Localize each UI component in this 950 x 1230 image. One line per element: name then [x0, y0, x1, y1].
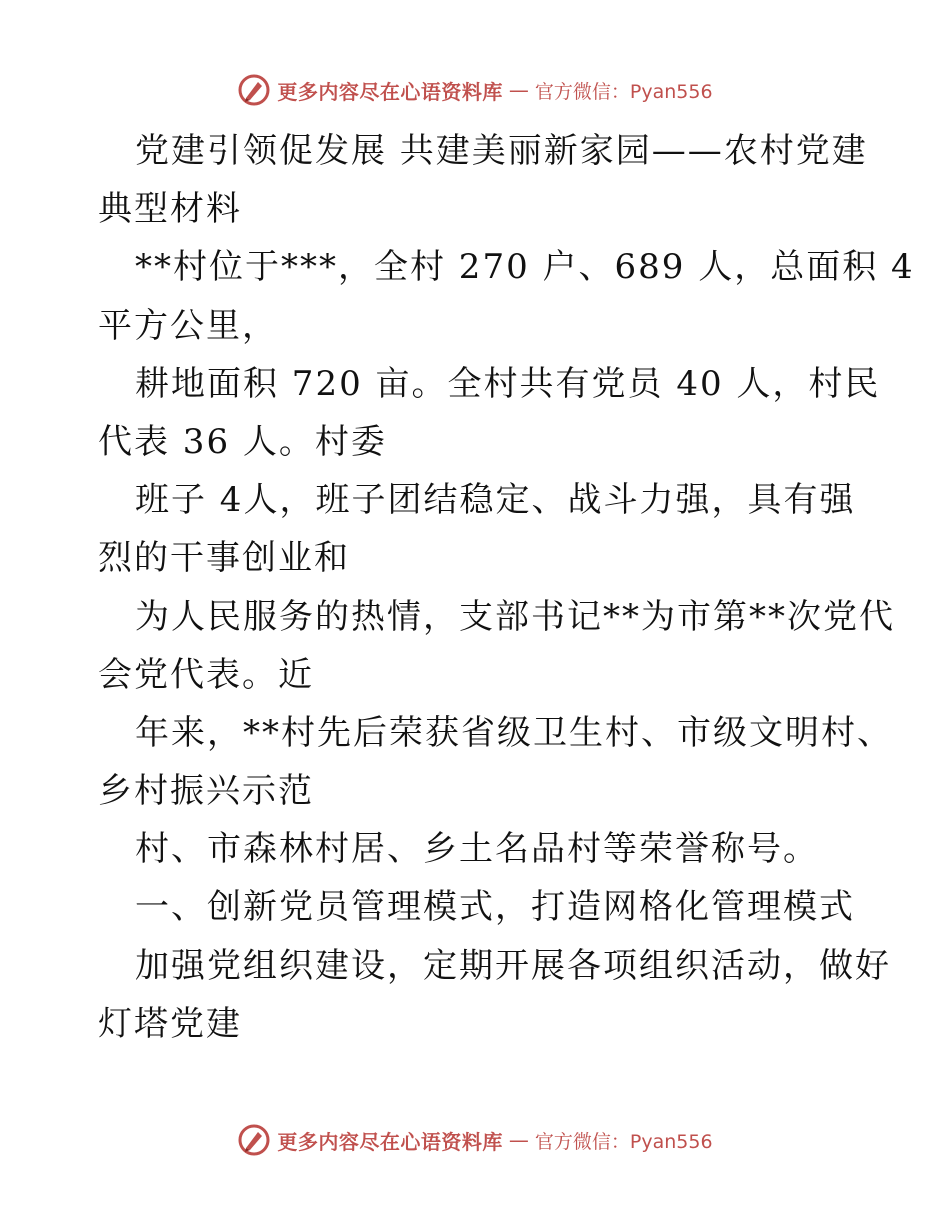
text-line: 为人民服务的热情，支部书记**为市第**次党代	[135, 596, 895, 637]
text-line: 耕地面积 720 亩。全村共有党员 40 人，村民	[135, 363, 881, 404]
text-line: **村位于***，全村 270 户、689 人，总面积 4	[135, 247, 915, 288]
text-line: 年来，**村先后荣获省级卫生村、市级文明村、	[135, 712, 893, 753]
text-line: 加强党组织建设，定期开展各项组织活动，做好	[135, 945, 891, 986]
header-brand-text: 更多内容尽在心语资料库	[277, 79, 503, 104]
pen-logo-icon	[237, 1123, 271, 1157]
text-line: 代表 36 人。村委	[98, 421, 387, 462]
footer-brand-text: 更多内容尽在心语资料库	[277, 1129, 503, 1154]
footer-banner	[0, 1120, 950, 1160]
text-line: 村、市森林村居、乡土名品村等荣誉称号。	[135, 829, 819, 870]
header-wechat-text: 官方微信：Pyan556	[534, 80, 713, 103]
document-body	[98, 122, 915, 1053]
text-line: 一、创新党员管理模式，打造网格化管理模式	[135, 887, 855, 928]
text-line: 会党代表。近	[98, 654, 314, 695]
header-separator: —	[508, 78, 529, 102]
header-banner	[0, 70, 950, 110]
text-line: 典型材料	[98, 189, 242, 230]
text-line: 平方公里，	[98, 305, 278, 346]
text-line: 班子 4人，班子团结稳定、战斗力强，具有强	[135, 480, 856, 521]
footer-separator: —	[508, 1128, 529, 1152]
text-line: 党建引领促发展 共建美丽新家园——农村党建	[135, 131, 868, 171]
text-line: 灯塔党建	[98, 1003, 242, 1044]
footer-wechat-text: 官方微信：Pyan556	[534, 1130, 713, 1153]
text-line: 乡村振兴示范	[98, 771, 314, 812]
text-line: 烈的干事创业和	[98, 538, 350, 579]
pen-logo-icon	[237, 73, 271, 107]
